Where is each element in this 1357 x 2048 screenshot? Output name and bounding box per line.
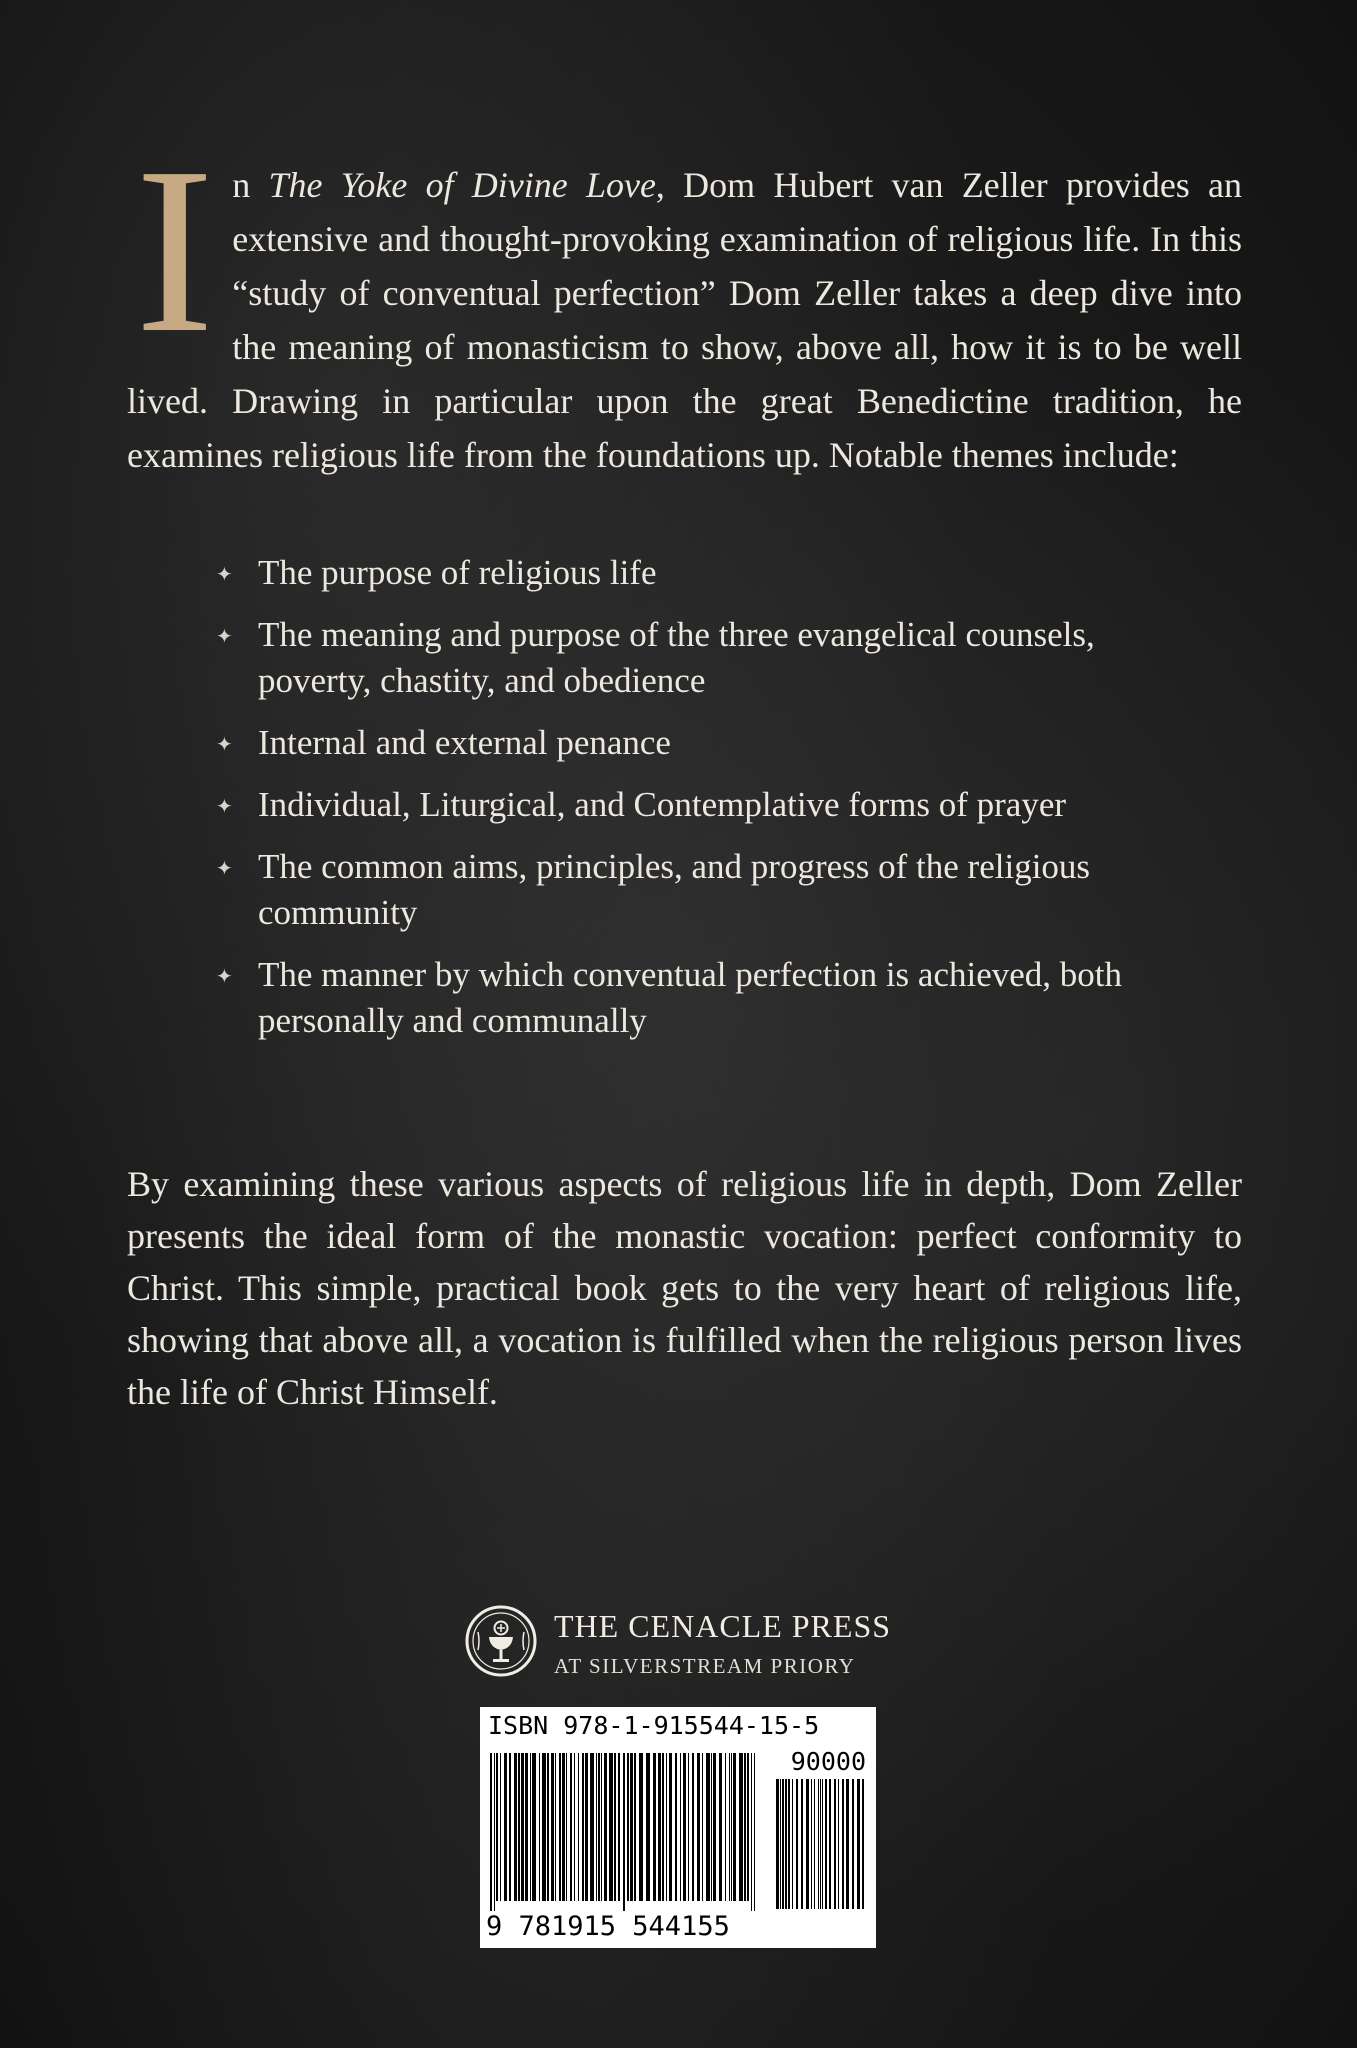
- barcode-bar: [630, 1753, 633, 1901]
- barcode-bar: [754, 1753, 755, 1911]
- barcode-bar: [525, 1753, 528, 1901]
- barcode-bar: [601, 1753, 602, 1901]
- barcode-bar: [609, 1753, 613, 1901]
- list-item: [216, 782, 1176, 828]
- barcode-bars: [488, 1749, 868, 1911]
- barcode-bar: [683, 1753, 686, 1901]
- barcode-bar: [598, 1753, 600, 1901]
- barcode-addon-bar: [796, 1779, 798, 1909]
- list-item: [216, 952, 1176, 1044]
- list-item-text: The manner by which conventual perfection is achieved, both personally and communally: [258, 955, 1122, 1040]
- barcode-bar: [559, 1753, 561, 1901]
- isbn-barcode: [480, 1707, 876, 1948]
- barcode-bar: [551, 1753, 554, 1901]
- barcode-addon-bar: [792, 1779, 793, 1909]
- barcode-bar: [713, 1753, 716, 1901]
- barcode-bar: [555, 1753, 556, 1901]
- intro-text: , Dom Hubert van Zeller provides an extensive and thought-provoking examination of religious life. In this “study of conventual perfection” Dom Zeller takes a deep dive into the meaning of monasticism to show, above all, how it is to be well lived. Drawing in particular upon the great Benedictine tradition, he examines religious life from the foundations up. Notable themes include:: [127, 165, 1242, 475]
- barcode-bar: [653, 1753, 656, 1901]
- list-item-text: The purpose of religious life: [258, 553, 657, 592]
- list-item: [216, 550, 1176, 596]
- barcode-bar: [582, 1753, 584, 1901]
- barcode-addon-bar: [825, 1779, 827, 1909]
- barcode-bar: [596, 1753, 597, 1901]
- barcode-bar: [731, 1753, 732, 1901]
- barcode-bar: [702, 1753, 703, 1901]
- barcode-bar: [539, 1753, 540, 1901]
- barcode-bar: [662, 1753, 664, 1901]
- barcode-addon-bar: [776, 1779, 779, 1909]
- bullet-star-icon: ✦: [216, 626, 233, 648]
- barcode-addon-bar: [782, 1779, 784, 1909]
- barcode-bar: [504, 1753, 507, 1901]
- publisher-subtitle: AT SILVERSTREAM PRIORY: [554, 1654, 856, 1678]
- list-item-text: The common aims, principles, and progress of the religious community: [258, 847, 1091, 932]
- publisher-name: THE CENACLE PRESS: [554, 1608, 892, 1644]
- barcode-bar: [614, 1753, 616, 1901]
- price-code: 90000: [790, 1747, 866, 1776]
- barcode-addon-bar: [814, 1779, 815, 1909]
- chalice-seal-icon: [464, 1604, 538, 1678]
- barcode-bar: [634, 1753, 636, 1901]
- conclusion-paragraph: By examining these various aspects of religious life in depth, Dom Zeller presents the ideal form of the monastic vocation: perfect conformity to Christ. This simple, practical book gets to the very heart of religious life, showing that above all, a vocation is fulfilled when the religious person lives the life of Christ Himself.: [127, 1164, 1242, 1412]
- barcode-bar: [729, 1753, 730, 1901]
- bullet-star-icon: ✦: [216, 564, 233, 586]
- barcode-bar: [604, 1753, 607, 1901]
- barcode-bar: [623, 1753, 625, 1911]
- barcode-addon-bar: [822, 1779, 823, 1909]
- barcode-bar: [658, 1753, 661, 1901]
- barcode-bar: [725, 1753, 726, 1901]
- drop-cap: I: [135, 119, 215, 382]
- list-item: [216, 720, 1176, 766]
- barcode-addon-bar: [785, 1779, 787, 1909]
- barcode-bar: [706, 1753, 710, 1901]
- barcode-addon-bar: [806, 1779, 809, 1909]
- barcode-addon-bar: [820, 1779, 821, 1909]
- barcode-bar: [585, 1753, 588, 1901]
- barcode-bar: [494, 1753, 495, 1911]
- barcode-bar: [562, 1753, 565, 1901]
- isbn-label: ISBN 978-1-915544-15-5: [488, 1711, 820, 1740]
- list-item-text: The meaning and purpose of the three evangelical counsels, poverty, chastity, and obedience: [258, 615, 1095, 700]
- barcode-addon-bar: [780, 1779, 781, 1909]
- barcode-bar: [697, 1753, 700, 1901]
- barcode-addon-bar: [838, 1779, 839, 1909]
- barcode-bar: [532, 1753, 536, 1901]
- barcode-bar: [496, 1753, 498, 1901]
- intro-paragraph: [127, 119, 1242, 482]
- barcode-bar: [719, 1753, 722, 1901]
- barcode-bar: [669, 1753, 672, 1901]
- bullet-star-icon: ✦: [216, 796, 233, 818]
- barcode-bar: [688, 1753, 689, 1901]
- bullet-star-icon: ✦: [216, 734, 233, 756]
- intro-lead: n: [232, 165, 269, 205]
- list-item: [216, 612, 1176, 704]
- themes-list: [216, 550, 1176, 1060]
- book-title: The Yoke of Divine Love: [268, 165, 656, 205]
- barcode-bar: [711, 1753, 712, 1901]
- barcode-bar: [744, 1753, 746, 1901]
- barcode-addon-bar: [788, 1779, 790, 1909]
- barcode-bar: [747, 1753, 749, 1901]
- barcode-bar: [542, 1753, 546, 1901]
- barcode-bar: [518, 1753, 520, 1901]
- barcode-addon-bar: [862, 1779, 864, 1909]
- barcode-bar: [646, 1753, 650, 1901]
- barcode-bar: [639, 1753, 643, 1901]
- barcode-bar: [547, 1753, 549, 1901]
- barcode-addon-bar: [857, 1779, 860, 1909]
- barcode-bar: [509, 1753, 511, 1901]
- list-item-text: Individual, Liturgical, and Contemplative forms of prayer: [258, 785, 1067, 824]
- barcode-bar: [692, 1753, 694, 1901]
- barcode-addon-bar: [846, 1779, 849, 1909]
- barcode-addon-bar: [801, 1779, 803, 1909]
- barcode-bar: [590, 1753, 594, 1901]
- barcode-bar: [570, 1753, 572, 1901]
- barcode-bar: [514, 1753, 517, 1901]
- list-item: [216, 844, 1176, 936]
- barcode-addon-bar: [842, 1779, 844, 1909]
- bullet-star-icon: ✦: [216, 858, 233, 880]
- barcode-bar: [578, 1753, 579, 1901]
- barcode-bar: [574, 1753, 575, 1901]
- barcode-bar: [675, 1753, 677, 1901]
- barcode-bar: [680, 1753, 681, 1901]
- barcode-bar: [500, 1753, 501, 1901]
- barcode-bar: [733, 1753, 736, 1901]
- barcode-bar: [566, 1753, 567, 1901]
- barcode-addon-bar: [818, 1779, 819, 1909]
- barcode-addon-bar: [834, 1779, 836, 1909]
- bullet-star-icon: ✦: [216, 966, 233, 988]
- list-item-text: Internal and external penance: [258, 723, 671, 762]
- barcode-bar: [627, 1753, 629, 1901]
- barcode-addon-bar: [811, 1779, 812, 1909]
- barcode-addon-bar: [852, 1779, 854, 1909]
- publisher-block: [464, 1604, 892, 1684]
- barcode-addon-bar: [829, 1779, 831, 1909]
- barcode-bar: [490, 1753, 492, 1911]
- barcode-bar: [521, 1753, 524, 1901]
- barcode-bar: [666, 1753, 667, 1901]
- ean-digits: 9 781915 544155: [486, 1911, 730, 1942]
- barcode-bar: [530, 1753, 531, 1901]
- barcode-bar: [751, 1753, 752, 1911]
- barcode-bar: [618, 1753, 620, 1901]
- barcode-bar: [739, 1753, 743, 1901]
